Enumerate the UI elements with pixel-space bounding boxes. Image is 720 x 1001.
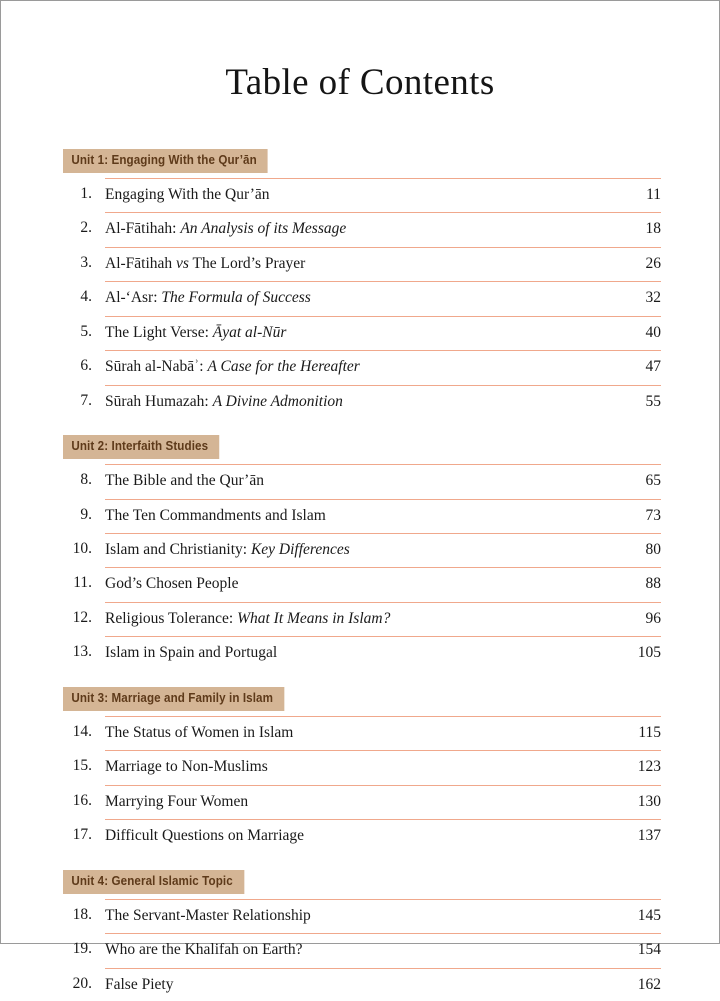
entry-page-number: 145	[637, 906, 661, 924]
entry-body	[105, 499, 661, 526]
entry-body	[105, 316, 661, 343]
toc-entry[interactable]	[63, 749, 661, 783]
page-title: Table of Contents	[225, 62, 495, 103]
unit-header: Unit 2: Interfaith Studies	[63, 435, 219, 459]
toc-entry[interactable]	[63, 898, 661, 932]
entry-title: The Servant-Master Relationship	[105, 906, 311, 924]
entry-title: The Light Verse: Āyat al-Nūr	[105, 323, 287, 341]
entry-number: 18.	[72, 905, 92, 923]
entry-body	[105, 385, 661, 412]
toc-entry[interactable]	[63, 601, 661, 635]
entry-page-number: 11	[646, 185, 661, 203]
entry-number: 1.	[80, 184, 92, 202]
entry-number: 5.	[80, 322, 92, 340]
entry-body	[105, 716, 661, 743]
entry-number: 4.	[80, 288, 92, 306]
entry-title: Al-Fātihah vs The Lord’s Prayer	[105, 254, 306, 272]
entry-page-number: 47	[645, 358, 661, 376]
toc-entry[interactable]	[63, 635, 661, 669]
entry-list	[63, 715, 661, 853]
toc-entry[interactable]	[63, 384, 661, 418]
entry-page-number: 162	[637, 975, 661, 993]
entry-body	[105, 247, 661, 274]
entry-body	[105, 750, 661, 777]
entry-page-number: 115	[638, 723, 661, 741]
unit-block	[63, 435, 661, 670]
entry-body	[105, 785, 661, 812]
entry-body	[105, 533, 661, 560]
entry-page-number: 32	[645, 289, 661, 307]
toc-entry[interactable]	[63, 463, 661, 497]
entry-page-number: 18	[645, 220, 661, 238]
entry-body	[105, 178, 661, 205]
entry-title: Difficult Questions on Marriage	[105, 827, 305, 845]
entry-title: Marriage to Non-Muslims	[105, 758, 268, 776]
entry-list	[63, 898, 661, 1001]
entry-number: 8.	[80, 471, 92, 489]
toc-entry[interactable]	[63, 818, 661, 852]
entry-page-number: 137	[637, 827, 661, 845]
entry-title: Islam and Christianity: Key Differences	[105, 541, 350, 559]
entry-title: The Bible and the Qur’ān	[105, 472, 264, 490]
toc-entry[interactable]	[63, 566, 661, 600]
toc-entry[interactable]	[63, 246, 661, 280]
unit-header: Unit 4: General Islamic Topic	[63, 870, 244, 894]
entry-number: 13.	[72, 643, 92, 661]
entry-body	[105, 281, 661, 308]
unit-block	[63, 870, 661, 1001]
entry-title: Al-Fātihah: An Analysis of its Message	[105, 220, 347, 238]
entry-number: 14.	[72, 722, 92, 740]
entry-title: False Piety	[105, 975, 174, 993]
entry-list	[63, 177, 661, 418]
entry-page-number: 154	[637, 941, 661, 959]
entry-number: 17.	[72, 826, 92, 844]
entry-number: 2.	[80, 219, 92, 237]
entry-number: 6.	[80, 357, 92, 375]
toc-entry[interactable]	[63, 784, 661, 818]
entry-number: 19.	[72, 940, 92, 958]
entry-title: Sūrah al-Nabāʾ: A Case for the Hereafter	[105, 358, 360, 376]
entry-title: Islam in Spain and Portugal	[105, 644, 278, 662]
entry-number: 12.	[72, 608, 92, 626]
entry-page-number: 26	[645, 254, 661, 272]
entry-title: The Status of Women in Islam	[105, 723, 294, 741]
toc-entry[interactable]	[63, 211, 661, 245]
entry-page-number: 130	[637, 792, 661, 810]
entry-body	[105, 350, 661, 377]
entry-body	[105, 933, 661, 960]
unit-header: Unit 1: Engaging With the Qur’ān	[63, 149, 268, 173]
unit-header: Unit 3: Marriage and Family in Islam	[63, 687, 284, 711]
entry-title: God’s Chosen People	[105, 575, 239, 593]
entry-body	[105, 968, 661, 995]
entry-title: The Ten Commandments and Islam	[105, 506, 326, 524]
toc-entry[interactable]	[63, 280, 661, 314]
entry-body	[105, 212, 661, 239]
entry-number: 15.	[72, 757, 92, 775]
entry-number: 7.	[80, 391, 92, 409]
toc-entry[interactable]	[63, 532, 661, 566]
entry-number: 3.	[80, 253, 92, 271]
entry-list	[63, 463, 661, 670]
toc-entry[interactable]	[63, 315, 661, 349]
unit-block	[63, 687, 661, 853]
entry-number: 11.	[73, 574, 92, 592]
entry-page-number: 65	[645, 472, 661, 490]
entry-title: Al-ʻAsr: The Formula of Success	[105, 289, 311, 307]
entry-page-number: 73	[645, 506, 661, 524]
unit-block	[63, 149, 661, 418]
entry-number: 10.	[72, 540, 92, 558]
toc-entry[interactable]	[63, 967, 661, 1001]
entry-page-number: 105	[637, 644, 661, 662]
entry-page-number: 88	[645, 575, 661, 593]
entry-page-number: 80	[645, 541, 661, 559]
entry-number: 16.	[72, 791, 92, 809]
entry-body	[105, 636, 661, 663]
entry-title: Marrying Four Women	[105, 792, 249, 810]
entry-page-number: 40	[645, 323, 661, 341]
entry-body	[105, 899, 661, 926]
table-of-contents	[1, 149, 719, 1001]
entry-title: Who are the Khalifah on Earth?	[105, 941, 303, 959]
toc-entry[interactable]	[63, 715, 661, 749]
entry-body	[105, 464, 661, 491]
entry-body	[105, 819, 661, 846]
entry-number: 9.	[80, 505, 92, 523]
entry-number: 20.	[72, 974, 92, 992]
entry-title: Religious Tolerance: What It Means in Islam?	[105, 609, 391, 627]
toc-entry[interactable]	[63, 498, 661, 532]
entry-body	[105, 602, 661, 629]
toc-entry[interactable]	[63, 177, 661, 211]
entry-page-number: 96	[645, 609, 661, 627]
entry-page-number: 55	[645, 392, 661, 410]
entry-body	[105, 567, 661, 594]
entry-page-number: 123	[637, 758, 661, 776]
entry-title: Engaging With the Qur’ān	[105, 185, 270, 203]
entry-title: Sūrah Humazah: A Divine Admonition	[105, 392, 343, 410]
toc-entry[interactable]	[63, 932, 661, 966]
toc-entry[interactable]	[63, 349, 661, 383]
